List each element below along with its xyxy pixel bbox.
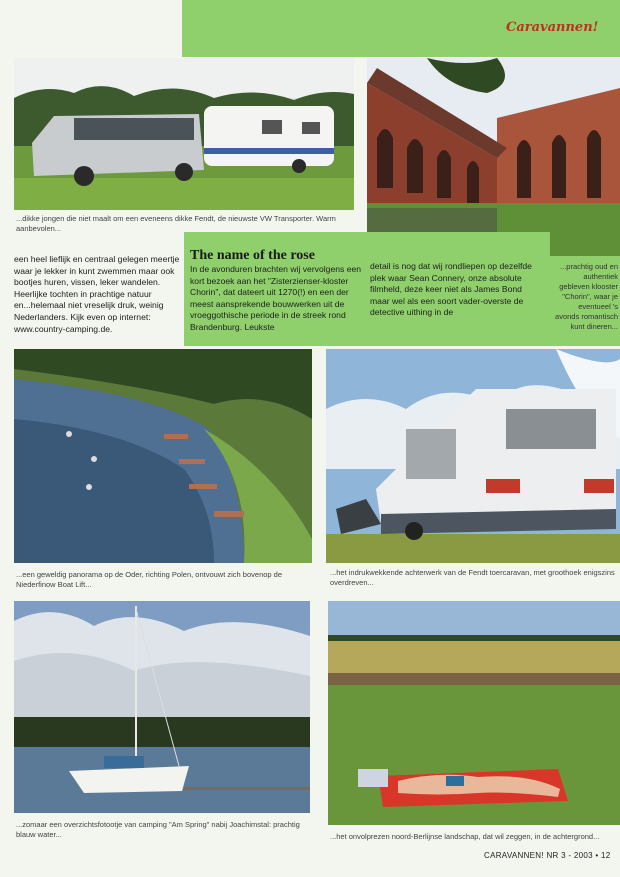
caption-photo1: ...dikke jongen die niet maalt om een eveneens dikke Fendt, de nieuwste VW Transporter. Warm aanbevolen...: [16, 214, 336, 233]
caption-photo6: ...het onvolprezen noord-Berlijnse landschap, dat wil zeggen, in de achtergrond...: [330, 832, 600, 841]
footer-bullet: •: [595, 851, 599, 860]
article-heading: The name of the rose: [190, 248, 315, 263]
magazine-brand: Caravannen!: [506, 20, 599, 35]
article-column-2: In de avonduren brachten wij vervolgens een kort bezoek aan het "Zisterzienser-kloster Chorin", dat dateert uit 1270(!) en een der meest aansprekende bouwwerken uit de vroeggothische periode in de streek rond Brandenburg. Leukste: [190, 264, 362, 332]
footer-issue: NR 3 - 2003: [546, 851, 593, 860]
page-number: 12: [601, 851, 611, 860]
caption-photo5: ...zomaar een overzichtsfotootje van camping "Am Spring" nabij Joachimstal: prachtig blauw water...: [16, 820, 300, 839]
photo-sunbather-field: [328, 601, 620, 825]
caption-sidebar-right: ...prachtig oud en authentiek gebleven klooster "Chorin", waar je eventueel 's avonds romantisch kunt dineren...: [555, 262, 618, 331]
photo-caravan-rear: [326, 349, 620, 563]
caption-photo4: ...het indrukwekkende achterwerk van de Fendt toercaravan, met groothoek enigszins overdreven...: [330, 568, 615, 587]
photo-van-caravan: [14, 58, 354, 210]
photo-oder-canal: [14, 349, 312, 563]
article-column-3: detail is nog dat wij rondliepen op dezelfde plek waar Sean Connery, onze absolute filmheld, deze keer niet als James Bond maar wel als een soort vader-overste de detective uithing in de: [370, 261, 532, 318]
photo-sailboat: [14, 601, 310, 813]
photo-kloster-chorin: [367, 58, 620, 256]
footer: [484, 851, 611, 860]
article-column-1: een heel lieflijk en centraal gelegen meertje waar je lekker in kunt zwemmen maar ook bootjes huren, vissen, leker wandelen. Heerlijke tochten in prachtige natuur en...helemaal niet vreselijk druk, weinig Nederlanders. Kijk even op internet: www.country-camping.de.: [14, 254, 180, 334]
footer-magazine: CARAVANNEN!: [484, 851, 544, 860]
caption-photo3: ...een geweldig panorama op de Oder, richting Polen, ontvouwt zich bovenop de Niederfinow Boat Lift...: [16, 570, 283, 589]
